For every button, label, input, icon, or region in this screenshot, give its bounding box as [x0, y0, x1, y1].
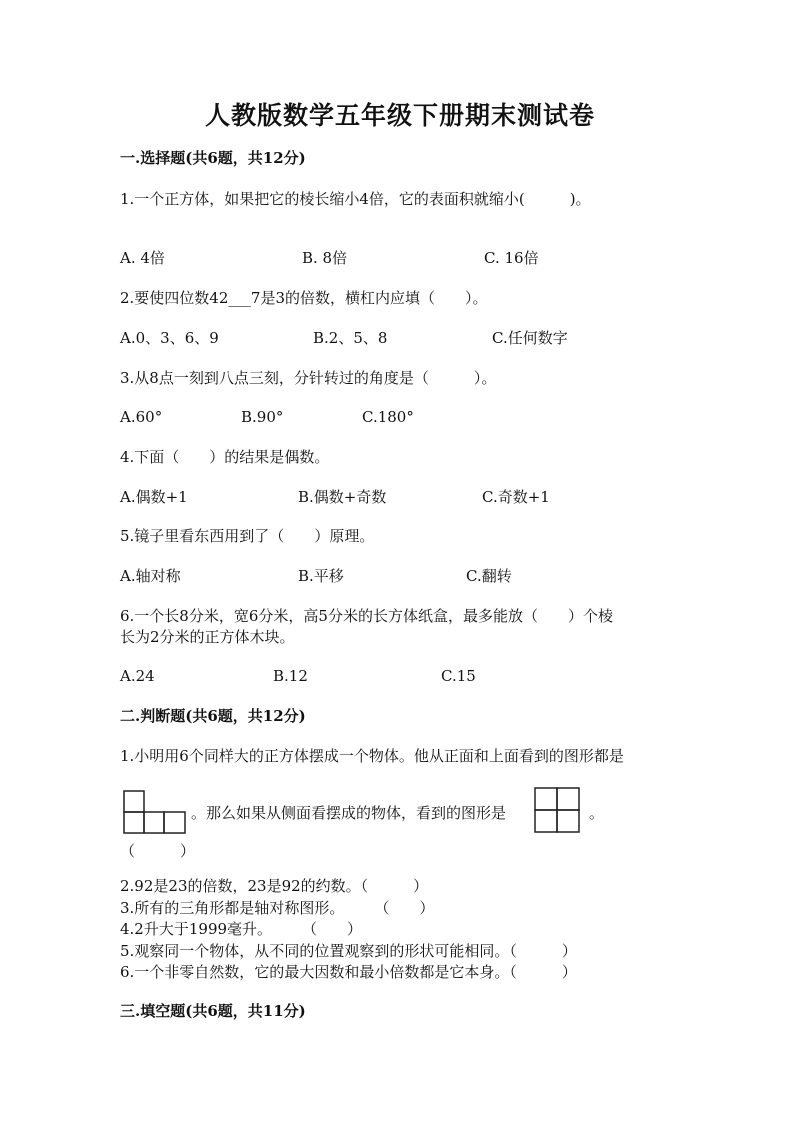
- option-b: B.偶数+奇数: [298, 488, 387, 506]
- section-heading-fill-blank: 三.填空题(共6题，共11分): [120, 1002, 306, 1020]
- judgement-item: 6.一个非零自然数，它的最大因数和最小倍数都是它本身。（ ）: [120, 963, 577, 981]
- option-b: B. 8倍: [302, 249, 348, 267]
- question-stem: 1.一个正方体，如果把它的棱长缩小4倍，它的表面积就缩小( )。: [120, 190, 591, 208]
- option-c: C.180°: [362, 408, 414, 426]
- option-a: A.轴对称: [120, 567, 181, 585]
- page-title: 人教版数学五年级下册期末测试卷: [204, 101, 595, 130]
- front-top-view-figure: [123, 789, 189, 835]
- question-stem: 6.一个长8分米，宽6分米，高5分米的长方体纸盒，最多能放（ ）个棱: [120, 607, 613, 625]
- side-view-figure: [533, 786, 583, 834]
- option-a: A.0、3、6、9: [120, 329, 219, 347]
- option-c: C.15: [441, 667, 476, 685]
- option-b: B.90°: [241, 408, 284, 426]
- option-c: C.翻转: [466, 567, 512, 585]
- judgement-item: 4.2升大于1999毫升。 （ ）: [120, 920, 363, 938]
- option-b: B.平移: [298, 567, 344, 585]
- option-c: C. 16倍: [484, 249, 539, 267]
- option-b: B.12: [273, 667, 308, 685]
- question-stem: 1.小明用6个同样大的正方体摆成一个物体。他从正面和上面看到的图形都是: [120, 747, 624, 765]
- option-b: B.2、5、8: [313, 329, 388, 347]
- section-heading-judgement: 二.判断题(共6题，共12分): [120, 707, 306, 725]
- judgement-item: 3.所有的三角形都是轴对称图形。 （ ）: [120, 899, 435, 917]
- question-stem: 5.镜子里看东西用到了（ ）原理。: [120, 527, 375, 545]
- option-a: A.偶数+1: [120, 488, 188, 506]
- question-text: 。那么如果从侧面看摆成的物体，看到的图形是: [191, 804, 507, 822]
- question-stem: 4.下面（ ）的结果是偶数。: [120, 448, 330, 466]
- option-a: A. 4倍: [120, 249, 165, 267]
- judgement-item: 5.观察同一个物体，从不同的位置观察到的形状可能相同。（ ）: [120, 942, 577, 960]
- question-text-end: 。: [589, 804, 605, 822]
- question-stem: 2.要使四位数42___7是3的倍数，横杠内应填（ ）。: [120, 289, 488, 307]
- question-stem-continued: 长为2分米的正方体木块。: [120, 628, 295, 646]
- judgement-item: 2.92是23的倍数，23是92的约数。（ ）: [120, 877, 429, 895]
- section-heading-choice: 一.选择题(共6题，共12分): [120, 149, 306, 167]
- option-c: C.任何数字: [492, 329, 568, 347]
- question-stem: 3.从8点一刻到八点三刻，分针转过的角度是（ ）。: [120, 369, 497, 387]
- answer-parentheses: （ ）: [120, 842, 196, 860]
- option-a: A.60°: [120, 408, 163, 426]
- option-c: C.奇数+1: [482, 488, 550, 506]
- option-a: A.24: [120, 667, 155, 685]
